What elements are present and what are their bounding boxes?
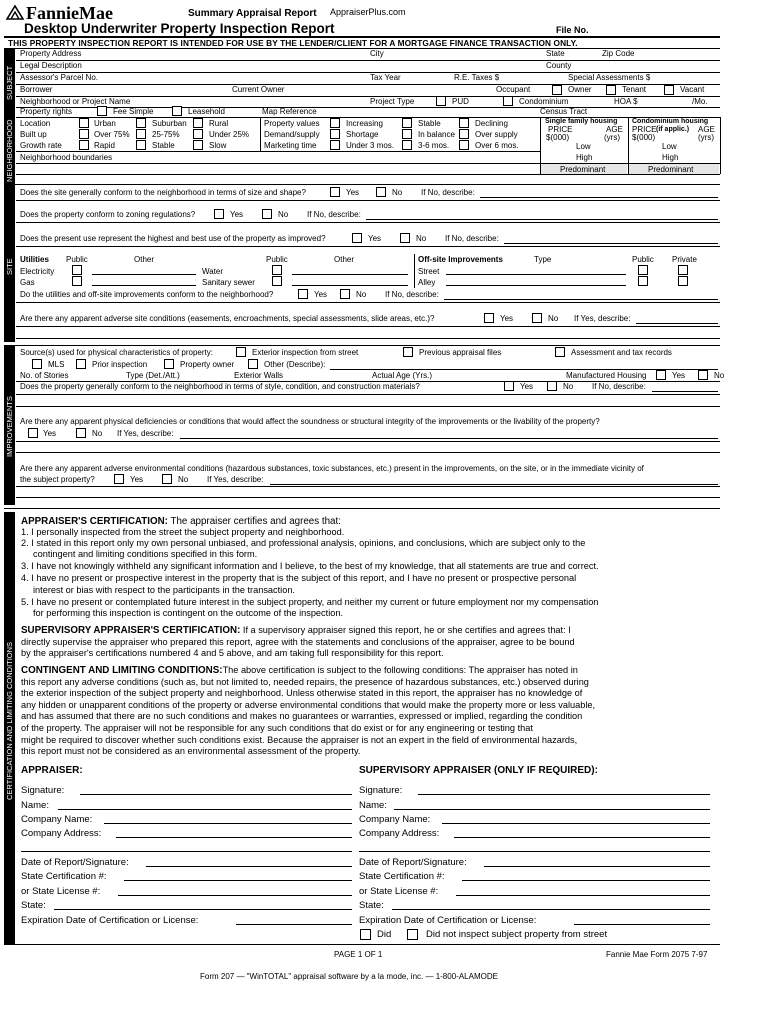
assess-records-checkbox[interactable]	[555, 347, 565, 357]
over75-label: Over 75%	[94, 130, 130, 139]
gas-public-checkbox[interactable]	[72, 276, 82, 286]
section-neighborhood: NEIGHBORHOOD	[5, 119, 14, 182]
assess-records-label: Assessment and tax records	[571, 348, 672, 357]
conform-no-label: No	[392, 188, 403, 197]
increasing-label: Increasing	[346, 119, 383, 128]
sfh-high-label: High	[576, 153, 593, 162]
actual-age-label: Actual Age (Yrs.)	[372, 371, 433, 380]
manufactured-label: Manufactured Housing	[566, 371, 647, 380]
zoning-if-no-label: If No, describe:	[307, 210, 361, 219]
over75-checkbox[interactable]	[79, 129, 89, 139]
gas-label: Gas	[20, 278, 35, 287]
cert-item-4: 4. I have no present or prospective interest in the property that is the subject of this report, and I have no present or prospective personal	[21, 573, 577, 583]
pud-label: PUD	[452, 97, 469, 106]
under3-label: Under 3 mos.	[346, 141, 395, 150]
cont-text-5: and has assumed that there are no such conditions and makes no guarantees or warranties, expressed or implied, regarding the condition	[21, 711, 583, 721]
other-describe-checkbox[interactable]	[248, 359, 258, 369]
sfh-low-label: Low	[576, 142, 591, 151]
highest-if-no-label: If No, describe:	[445, 234, 499, 243]
map-reference-label: Map Reference	[262, 107, 317, 116]
cert-item-2-cont: contingent and limiting conditions specified in this form.	[33, 549, 258, 559]
urban-checkbox[interactable]	[79, 118, 89, 128]
leasehold-label: Leasehold	[188, 107, 225, 116]
suburban-checkbox[interactable]	[136, 118, 146, 128]
page-number: PAGE 1 OF 1	[334, 950, 383, 959]
did-not-label: Did not inspect subject property from street	[426, 929, 608, 940]
highest-yes-label: Yes	[368, 234, 382, 243]
cert-item-4-cont: interest or bias with respect to the participants in the transaction.	[33, 585, 295, 595]
sfh-k000-label: $(000)	[546, 133, 570, 142]
cont-text-8: this report must not be considered as an environmental assessment of the property.	[21, 746, 361, 756]
urban-label: Urban	[94, 119, 116, 128]
over-supply-checkbox[interactable]	[459, 129, 469, 139]
utilities-no-label: No	[356, 290, 367, 299]
offsite-label: Off-site Improvements	[418, 255, 503, 264]
condo-high-label: High	[662, 153, 679, 162]
style-if-no-label: If No, describe:	[592, 382, 646, 391]
stable-values-label: Stable	[418, 119, 441, 128]
m3-6-label: 3-6 mos.	[418, 141, 450, 150]
adverse-yes-checkbox[interactable]	[484, 313, 494, 323]
electricity-public-checkbox[interactable]	[72, 265, 82, 275]
condo-k000-label: $(000)	[632, 133, 656, 142]
form-number: Fannie Mae Form 2075 7-97	[606, 950, 708, 959]
over6-label: Over 6 mos.	[475, 141, 519, 150]
sfh-age-label: AGE	[606, 125, 623, 134]
borrower-label: Borrower	[20, 85, 53, 94]
site-name: AppraiserPlus.com	[330, 7, 406, 17]
sup-cert-text-2: directly supervise the appraiser who prepared this report, agree with the statements and conclusions of the appraiser, agree to be bound	[21, 637, 575, 647]
sup-cert-line-1	[21, 625, 571, 636]
utilities-yes-checkbox[interactable]	[298, 289, 308, 299]
sup-company-address-field-2[interactable]	[359, 851, 710, 852]
q-adverse: Are there any apparent adverse site conditions (easements, encroachments, special assessments, slide areas, etc.)?	[20, 314, 435, 323]
condo-price-applic-label: (if applic.)	[656, 126, 690, 133]
stable-growth-checkbox[interactable]	[136, 140, 146, 150]
sup-signature-label: Signature:	[359, 785, 403, 796]
appr-state-cert-field[interactable]	[124, 880, 352, 881]
appr-company-address-field-2[interactable]	[21, 851, 352, 852]
fee-simple-label: Fee Simple	[113, 107, 154, 116]
page-title: Desktop Underwriter Property Inspection Report	[24, 21, 335, 36]
did-not-checkbox[interactable]	[407, 929, 418, 940]
sup-company-name-label: Company Name:	[359, 814, 431, 825]
appr-state-cert-label: State Certification #:	[21, 871, 107, 882]
appr-expiration-label: Expiration Date of Certification or License:	[21, 915, 199, 926]
q-utilities: Do the utilities and off-site improvements conform to the neighborhood?	[20, 290, 274, 299]
adverse-yes-label: Yes	[500, 314, 514, 323]
sfh-price-label: PRICE	[548, 125, 573, 134]
appr-signature-field[interactable]	[80, 794, 352, 795]
manufactured-yes-checkbox[interactable]	[656, 370, 666, 380]
pud-checkbox[interactable]	[436, 96, 446, 106]
electricity-label: Electricity	[20, 267, 55, 276]
manufactured-yes-label: Yes	[672, 371, 686, 380]
q-conform: Does the site generally conform to the neighborhood in terms of size and shape?	[20, 188, 306, 197]
cont-heading: CONTINGENT AND LIMITING CONDITIONS:	[21, 665, 223, 676]
utilities-other-label: Other	[134, 255, 155, 264]
rural-label: Rural	[209, 119, 229, 128]
demand-supply-label: Demand/supply	[264, 130, 320, 139]
owner-checkbox[interactable]	[552, 85, 562, 95]
banner: THIS PROPERTY INSPECTION REPORT IS INTENDED FOR USE BY THE LENDER/CLIENT FOR A MORTGAGE FINANCE TRANSACTION ONLY.	[8, 38, 578, 48]
cert-item-1: 1. I personally inspected from the street the subject property and neighborhood.	[21, 527, 345, 537]
under3-checkbox[interactable]	[330, 140, 340, 150]
property-address-label: Property Address	[20, 49, 82, 58]
sup-date-label: Date of Report/Signature:	[359, 857, 467, 868]
appraiser-cert-heading: APPRAISER'S CERTIFICATION:	[21, 516, 168, 527]
q-zoning: Does the property conform to zoning regulations?	[20, 210, 196, 219]
appr-date-label: Date of Report/Signature:	[21, 857, 129, 868]
prop-owner-label: Property owner	[180, 360, 235, 369]
style-yes-checkbox[interactable]	[504, 381, 514, 391]
adverse-no-label: No	[548, 314, 559, 323]
utilities-if-no-label: If No, describe:	[385, 290, 439, 299]
conform-yes-label: Yes	[346, 188, 360, 197]
zoning-no-checkbox[interactable]	[262, 209, 272, 219]
appr-company-address-label: Company Address:	[21, 828, 102, 839]
appr-state-license-label: or State License #:	[21, 886, 101, 897]
rapid-label: Rapid	[94, 141, 115, 150]
tenant-checkbox[interactable]	[606, 85, 616, 95]
increasing-checkbox[interactable]	[330, 118, 340, 128]
owner-label: Owner	[568, 85, 592, 94]
exterior-label: Exterior inspection from street	[252, 348, 359, 357]
cert-item-3: 3. I have not knowingly withheld any significant information and I believe, to the best of my knowledge, that all statements are true and correct.	[21, 561, 599, 571]
cont-text-6: of the property. The appraiser will not be responsible for any such conditions that do exist or for any engineering or testing that	[21, 723, 533, 733]
street-public-checkbox[interactable]	[638, 265, 648, 275]
sanitary-public-checkbox[interactable]	[272, 276, 282, 286]
appraiser-cert-heading-line	[21, 516, 341, 527]
q-highest: Does the present use represent the highest and best use of the property as improved?	[20, 234, 326, 243]
slow-label: Slow	[209, 141, 227, 150]
sup-expiration-label: Expiration Date of Certification or License:	[359, 915, 537, 926]
fee-simple-checkbox[interactable]	[97, 106, 107, 116]
utilities-other2-label: Other	[334, 255, 355, 264]
sup-name-label: Name:	[359, 800, 387, 811]
cont-line-1	[21, 665, 578, 676]
appr-signature-label: Signature:	[21, 785, 65, 796]
condo-yrs-label: (yrs)	[698, 133, 714, 142]
appr-name-field[interactable]	[58, 809, 352, 810]
conform-no-checkbox[interactable]	[376, 187, 386, 197]
adverse-no-checkbox[interactable]	[532, 313, 542, 323]
under25-checkbox[interactable]	[193, 129, 203, 139]
cont-text-7: might be required to discover whether such conditions exist. Because the appraiser is not an expert in the field of environmental hazards,	[21, 735, 578, 745]
leasehold-checkbox[interactable]	[172, 106, 182, 116]
stories-label: No. of Stories	[20, 371, 69, 380]
in-balance-checkbox[interactable]	[402, 129, 412, 139]
brand-name: FannieMae	[26, 3, 113, 23]
street-private-checkbox[interactable]	[678, 265, 688, 275]
sup-company-address-label: Company Address:	[359, 828, 440, 839]
fannie-mae-logo-icon	[6, 4, 24, 20]
cert-item-5: 5. I have no present or contemplated future interest in the subject property, and neither my current or future employment nor my compensation	[21, 597, 599, 607]
street-label: Street	[418, 267, 440, 276]
zoning-yes-label: Yes	[230, 210, 244, 219]
condo-low-label: Low	[662, 142, 677, 151]
rapid-checkbox[interactable]	[79, 140, 89, 150]
sup-signature-field[interactable]	[418, 794, 710, 795]
utilities-yes-label: Yes	[314, 290, 328, 299]
water-public-checkbox[interactable]	[272, 265, 282, 275]
growth-rate-label: Growth rate	[20, 141, 62, 150]
stable-values-checkbox[interactable]	[402, 118, 412, 128]
p25-75-checkbox[interactable]	[136, 129, 146, 139]
county-label: County	[546, 61, 572, 70]
did-checkbox[interactable]	[360, 929, 371, 940]
in-balance-label: In balance	[418, 130, 455, 139]
ext-walls-label: Exterior Walls	[234, 371, 284, 380]
mo-label: /Mo.	[692, 97, 708, 106]
over-supply-label: Over supply	[475, 130, 518, 139]
q-deficiencies: Are there any apparent physical deficiencies or conditions that would affect the soundness or structural integrity of the improvements or the livability of the property?	[20, 417, 600, 426]
zoning-no-label: No	[278, 210, 289, 219]
style-yes-label: Yes	[520, 382, 534, 391]
special-assessments-label: Special Assessments $	[568, 73, 651, 82]
property-rights-label: Property rights	[20, 107, 73, 116]
prev-files-checkbox[interactable]	[403, 347, 413, 357]
offsite-private-label: Private	[672, 255, 697, 264]
sup-state-label: State:	[359, 900, 384, 911]
env-yes-label: Yes	[130, 475, 144, 484]
boundaries-label: Neighborhood boundaries	[20, 153, 113, 162]
exterior-checkbox[interactable]	[236, 347, 246, 357]
sup-name-field[interactable]	[394, 809, 710, 810]
utilities-no-checkbox[interactable]	[340, 289, 350, 299]
sup-state-license-label: or State License #:	[359, 886, 439, 897]
appr-company-name-label: Company Name:	[21, 814, 93, 825]
highest-no-label: No	[416, 234, 427, 243]
vacant-checkbox[interactable]	[664, 85, 674, 95]
form-type: Summary Appraisal Report	[188, 8, 317, 19]
city-label: City	[370, 49, 384, 58]
prior-insp-label: Prior inspection	[92, 360, 148, 369]
style-no-checkbox[interactable]	[547, 381, 557, 391]
sup-date-field[interactable]	[484, 866, 710, 867]
section-subject: SUBJECT	[5, 65, 14, 100]
hoa-label: HOA $	[614, 97, 638, 106]
manufactured-no-label: No	[714, 371, 725, 380]
sup-state-cert-field[interactable]	[462, 880, 710, 881]
legal-description-label: Legal Description	[20, 61, 82, 70]
style-no-label: No	[563, 382, 574, 391]
appr-name-label: Name:	[21, 800, 49, 811]
parcel-label: Assessor's Parcel No.	[20, 73, 98, 82]
env-no-label: No	[178, 475, 189, 484]
sfh-predominant-label: Predominant	[560, 165, 606, 174]
prev-files-label: Previous appraisal files	[419, 348, 502, 357]
alley-label: Alley	[418, 278, 436, 287]
occupant-label: Occupant	[496, 85, 531, 94]
highest-yes-checkbox[interactable]	[352, 233, 362, 243]
offsite-type-label: Type	[534, 255, 552, 264]
q-env-line2: the subject property?	[20, 475, 95, 484]
other-describe-label: Other (Describe):	[264, 360, 326, 369]
vacant-label: Vacant	[680, 85, 705, 94]
census-tract-label: Census Tract	[540, 107, 588, 116]
stable-growth-label: Stable	[152, 141, 175, 150]
project-type-label: Project Type	[370, 97, 415, 106]
condominium-label: Condominium	[519, 97, 569, 106]
sanitary-label: Sanitary sewer	[202, 278, 255, 287]
sup-cert-heading: SUPERVISORY APPRAISER'S CERTIFICATION:	[21, 625, 241, 636]
condominium-checkbox[interactable]	[503, 96, 513, 106]
q-env-line1: Are there any apparent adverse environmental conditions (hazardous substances, toxic substances, etc.) present in the improvements, on the site, or in the immediate vicinity of	[20, 464, 644, 473]
sources-label: Source(s) used for physical characteristics of property:	[20, 348, 213, 357]
section-improvements: IMPROVEMENTS	[5, 396, 14, 457]
sup-expiration-field[interactable]	[574, 924, 710, 925]
cont-text-3: the exterior inspection of the subject property and neighborhood. Unless otherwise stated in this report, the appraiser has no knowledge of	[21, 688, 583, 698]
appr-state-label: State:	[21, 900, 46, 911]
slow-checkbox[interactable]	[193, 140, 203, 150]
cert-item-2: 2. I stated in this report only my own personal unbiased, and professional analysis, opinions, and conclusions, which are subject only to the	[21, 538, 586, 548]
appraiser-cert-intro: The appraiser certifies and agrees that:	[167, 516, 341, 527]
under25-label: Under 25%	[209, 130, 250, 139]
prior-insp-checkbox[interactable]	[76, 359, 86, 369]
appr-company-name-field[interactable]	[104, 823, 352, 824]
tax-year-label: Tax Year	[370, 73, 401, 82]
water-label: Water	[202, 267, 224, 276]
deficiencies-if-yes-label: If Yes, describe:	[117, 429, 174, 438]
alley-public-checkbox[interactable]	[638, 276, 648, 286]
zip-label: Zip Code	[602, 49, 635, 58]
suburban-label: Suburban	[152, 119, 187, 128]
sup-cert-text-1: If a supervisory appraiser signed this report, he or she certifies and agrees that: I	[240, 625, 571, 635]
cert-item-5-cont: for performing this inspection is contingent on the outcome of the inspection.	[33, 608, 344, 618]
offsite-public-label: Public	[632, 255, 654, 264]
condo-header: Condominium housing	[632, 118, 709, 125]
m3-6-checkbox[interactable]	[402, 140, 412, 150]
rural-checkbox[interactable]	[193, 118, 203, 128]
sup-state-license-field[interactable]	[456, 895, 710, 896]
utilities-label: Utilities	[20, 255, 49, 264]
neighborhood-name-label: Neighborhood or Project Name	[20, 97, 131, 106]
sup-cert-text-3: by the appraiser's certifications numbered 4 and 5 above, and am taking full responsibility for this report.	[21, 648, 444, 658]
tenant-label: Tenant	[622, 85, 647, 94]
mls-checkbox[interactable]	[32, 359, 42, 369]
adverse-if-yes-label: If Yes, describe:	[574, 314, 631, 323]
over6-checkbox[interactable]	[459, 140, 469, 150]
condo-price-label: PRICE	[632, 125, 657, 134]
sup-company-name-field[interactable]	[442, 823, 710, 824]
highest-no-checkbox[interactable]	[400, 233, 410, 243]
sfh-yrs-label: (yrs)	[604, 133, 620, 142]
supervisory-heading: SUPERVISORY APPRAISER (ONLY IF REQUIRED):	[359, 765, 598, 776]
property-values-label: Property values	[264, 119, 320, 128]
deficiencies-yes-checkbox[interactable]	[28, 428, 38, 438]
marketing-time-label: Marketing time	[264, 141, 317, 150]
section-site: SITE	[5, 258, 14, 275]
deficiencies-yes-label: Yes	[43, 429, 57, 438]
appr-state-license-field[interactable]	[118, 895, 352, 896]
section-certification: CERTIFICATION AND LIMITING CONDITIONS	[5, 641, 14, 800]
conform-if-no-label: If No, describe:	[421, 188, 475, 197]
shortage-checkbox[interactable]	[330, 129, 340, 139]
condo-predominant-label: Predominant	[648, 165, 694, 174]
type-det-label: Type (Det./Att.)	[126, 371, 180, 380]
appr-company-address-field[interactable]	[116, 837, 352, 838]
conform-yes-checkbox[interactable]	[330, 187, 340, 197]
sup-state-cert-label: State Certification #:	[359, 871, 445, 882]
sup-state-field[interactable]	[392, 909, 710, 910]
shortage-label: Shortage	[346, 130, 379, 139]
p25-75-label: 25-75%	[152, 130, 180, 139]
deficiencies-no-checkbox[interactable]	[76, 428, 86, 438]
did-label: Did	[377, 929, 392, 940]
sfh-header: Single family housing	[545, 118, 618, 125]
cont-text-1: The above certification is subject to the following conditions: The appraiser has noted in	[222, 665, 578, 675]
alley-private-checkbox[interactable]	[678, 276, 688, 286]
q-style: Does the property generally conform to the neighborhood in terms of style, condition, and construction materials?	[20, 382, 420, 391]
state-label: State	[546, 49, 565, 58]
deficiencies-no-label: No	[92, 429, 103, 438]
zoning-yes-checkbox[interactable]	[214, 209, 224, 219]
mls-label: MLS	[48, 360, 65, 369]
cont-text-2: this report any adverse conditions (such as, but not limited to, needed repairs, the presence of hazardous substances, etc.) observed during	[21, 677, 589, 687]
utilities-public-label: Public	[66, 255, 88, 264]
condo-age-label: AGE	[698, 125, 715, 134]
env-if-yes-label: If Yes, describe:	[207, 475, 264, 484]
sup-company-address-field[interactable]	[454, 837, 710, 838]
current-owner-label: Current Owner	[232, 85, 285, 94]
env-yes-checkbox[interactable]	[114, 474, 124, 484]
software-credit: Form 207 — "WinTOTAL" appraisal software by a la mode, inc. — 1-800-ALAMODE	[200, 972, 498, 981]
manufactured-no-checkbox[interactable]	[698, 370, 708, 380]
re-taxes-label: R.E. Taxes $	[454, 73, 500, 82]
utilities-public2-label: Public	[266, 255, 288, 264]
appraiser-heading: APPRAISER:	[21, 765, 83, 776]
appr-date-field[interactable]	[146, 866, 352, 867]
built-up-label: Built up	[20, 130, 47, 139]
file-no-label: File No.	[556, 25, 589, 35]
declining-checkbox[interactable]	[459, 118, 469, 128]
cont-text-4: any hidden or unapparent conditions of the property or adverse environmental conditions that would make the property more or less valuable,	[21, 700, 596, 710]
appr-expiration-field[interactable]	[236, 924, 352, 925]
appr-state-field[interactable]	[54, 909, 352, 910]
location-label: Location	[20, 119, 51, 128]
prop-owner-checkbox[interactable]	[164, 359, 174, 369]
env-no-checkbox[interactable]	[162, 474, 172, 484]
declining-label: Declining	[475, 119, 508, 128]
